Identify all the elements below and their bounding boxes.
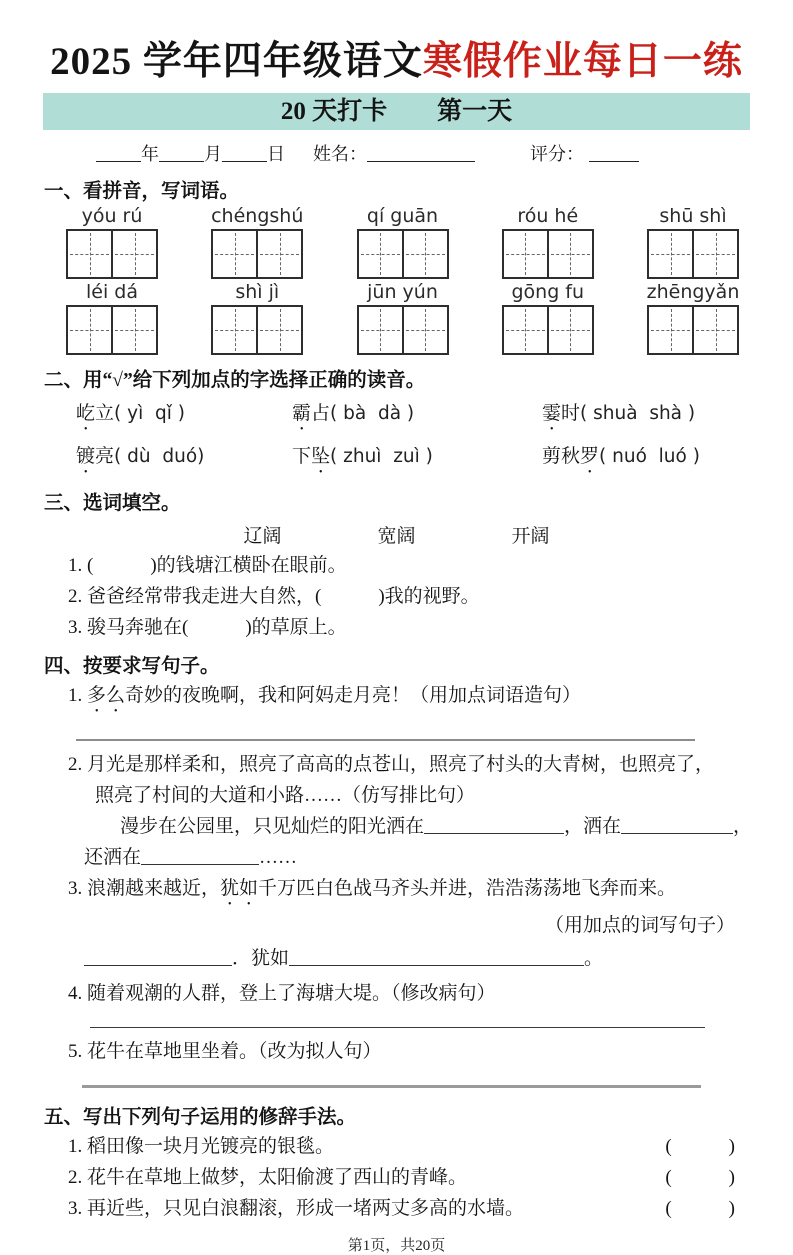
- dotted-words: 犹如: [220, 878, 259, 899]
- writing-box: [492, 305, 604, 355]
- answer-paren: ( ): [665, 1167, 735, 1188]
- sentence-text: 浪潮越来越近，: [87, 878, 221, 899]
- writing-cell: [647, 229, 694, 279]
- pronunciation-row-1: [76, 398, 793, 435]
- writing-box: [347, 229, 459, 279]
- writing-box: [347, 305, 459, 355]
- fill-sentence-line1: [120, 813, 793, 840]
- word-dotted: 屹: [76, 403, 96, 424]
- fill-text: 。: [584, 948, 604, 969]
- sentence-text: 1. 稻田像一块月光镀亮的银毯。: [68, 1136, 335, 1157]
- rhetoric-item: [68, 1133, 735, 1160]
- name-label: 姓名：: [313, 144, 367, 164]
- pinyin-label: qí guān: [366, 205, 439, 227]
- writing-cell: [502, 229, 549, 279]
- month-label: 月: [204, 144, 222, 164]
- year-label: 年: [141, 144, 159, 164]
- answer-paren: ( ): [665, 1136, 735, 1157]
- sentence-item-5: 5. 花牛在草地里坐着。（改为拟人句）: [68, 1041, 382, 1062]
- sentence-text: 奇妙的夜晚啊，我和阿妈走月亮！: [125, 685, 411, 706]
- sentence-item-2-line1: 2. 月光是那样柔和，照亮了高高的点苍山，照亮了村头的大青树，也照亮了，: [68, 754, 715, 775]
- month-blank: [159, 159, 204, 162]
- fill-item: 2. 爸爸经常带我走进大自然，( )我的视野。: [68, 586, 480, 607]
- writing-cell: [66, 305, 113, 355]
- sentence-item-2-line2: 照亮了村间的大道和小路……（仿写排比句）: [95, 785, 476, 806]
- writing-cell: [256, 305, 303, 355]
- pinyin-row-2: [0, 279, 793, 303]
- writing-cell: [111, 305, 158, 355]
- pronunciation-item: [292, 441, 542, 478]
- fill-item: 1. ( )的钱塘江横卧在眼前。: [68, 555, 347, 576]
- fill-text: ……: [259, 847, 298, 868]
- section-divider: [82, 1085, 701, 1088]
- fill-blank: [621, 831, 733, 834]
- word-bank: [0, 521, 793, 548]
- dotted-words: 多么: [87, 685, 126, 706]
- rhetoric-item: [68, 1164, 735, 1191]
- answer-paren: ( ): [665, 1198, 735, 1219]
- word-dotted: 镀: [76, 446, 96, 467]
- name-blank: [367, 159, 475, 162]
- writing-cell: [402, 305, 449, 355]
- pinyin-label: shū shì: [659, 205, 727, 227]
- fill-sentence-line2: [84, 844, 793, 871]
- score-blank: [589, 159, 639, 162]
- fill-item: 3. 骏马奔驰在( )的草原上。: [68, 617, 347, 638]
- score-label: 评分：: [530, 144, 584, 164]
- writing-cell: [547, 229, 594, 279]
- pinyin-label: shì jì: [235, 281, 280, 303]
- word-dotted: 霸: [292, 403, 312, 424]
- fill-blank: [289, 963, 584, 966]
- writing-cell: [692, 305, 739, 355]
- reading-options: ( nuó luó ): [599, 446, 700, 467]
- word-bank-item: 开阔: [511, 526, 550, 547]
- pronunciation-item: [76, 441, 292, 478]
- writing-box: [492, 229, 604, 279]
- writing-box: [637, 229, 749, 279]
- sentence-text: 2. 花牛在草地上做梦，太阳偷渡了西山的青峰。: [68, 1167, 468, 1188]
- writing-cell: [66, 229, 113, 279]
- page-title-red: 寒假作业每日一练: [422, 40, 743, 83]
- instruction-note: （用加点的词写句子）: [544, 915, 735, 936]
- answer-line: [90, 1027, 705, 1028]
- section1-title: 一、看拼音，写词语。: [44, 181, 240, 202]
- writing-box: [56, 229, 168, 279]
- writing-cell: [211, 229, 258, 279]
- writing-cell: [211, 305, 258, 355]
- pinyin-label: gōng fu: [511, 281, 585, 303]
- word-bank-item: 宽阔: [377, 526, 416, 547]
- pinyin-label: róu hé: [517, 205, 579, 227]
- reading-options: ( bà dà ): [330, 403, 415, 424]
- day-banner: 20 天打卡 第一天: [43, 93, 750, 130]
- sentence-text: 3. 再近些，只见白浪翻滚，形成一堵两丈多高的水墙。: [68, 1198, 525, 1219]
- fill-blank: [141, 862, 259, 865]
- year-blank: [96, 159, 141, 162]
- writing-cell: [256, 229, 303, 279]
- worksheet-page: [0, 30, 793, 1254]
- writing-box: [56, 305, 168, 355]
- fill-text: ，: [733, 816, 753, 837]
- sentence-item-1: [68, 682, 793, 717]
- sentence-item-4: 4. 随着观潮的人群，登上了海塘大堤。（修改病句）: [68, 983, 496, 1004]
- word-dotted: 坠: [311, 446, 331, 467]
- writing-box-row-1: [0, 227, 793, 279]
- word-bank-item: 辽阔: [243, 526, 282, 547]
- answer-fill-line: [84, 945, 793, 972]
- date-name-score-line: [96, 140, 793, 166]
- pronunciation-item: [292, 398, 542, 435]
- word-pre: 剪秋: [542, 446, 581, 467]
- fill-text: ．犹如: [232, 948, 290, 969]
- word-post: 立: [95, 403, 115, 424]
- fill-text: ，洒在: [564, 816, 622, 837]
- page-title-black: 2025 学年四年级语文: [50, 40, 423, 83]
- writing-box: [637, 305, 749, 355]
- sentence-item-3: [68, 875, 793, 910]
- instruction-note: （用加点词语造句）: [410, 685, 582, 706]
- writing-box-row-2: [0, 303, 793, 355]
- item-number: 3.: [68, 878, 87, 899]
- word-dotted: 罗: [580, 446, 600, 467]
- page-title: [0, 30, 793, 86]
- fill-text: 还洒在: [84, 847, 142, 868]
- word-post: 时: [561, 403, 581, 424]
- writing-cell: [547, 305, 594, 355]
- page-number: 第1页，共20页: [347, 1238, 446, 1254]
- writing-box: [201, 229, 313, 279]
- pinyin-label: chéngshú: [211, 205, 304, 227]
- fill-blank: [424, 831, 564, 834]
- fill-text: 漫步在公园里，只见灿烂的阳光洒在: [120, 816, 425, 837]
- section2-title: 二、用“√”给下列加点的字选择正确的读音。: [44, 370, 426, 391]
- day-label: 日: [267, 144, 285, 164]
- writing-cell: [647, 305, 694, 355]
- reading-options: ( dù duó): [114, 446, 205, 467]
- section5-title: 五、写出下列句子运用的修辞手法。: [44, 1107, 357, 1128]
- writing-box: [201, 305, 313, 355]
- pronunciation-item: [542, 441, 758, 478]
- pinyin-label: yóu rú: [81, 205, 143, 227]
- pinyin-label: léi dá: [86, 281, 138, 303]
- word-pre: 下: [292, 446, 312, 467]
- reading-options: ( yì qǐ ): [114, 403, 185, 424]
- fill-blank: [84, 963, 232, 966]
- pronunciation-item: [76, 398, 292, 435]
- reading-options: ( zhuì zuì ): [330, 446, 433, 467]
- reading-options: ( shuà shà ): [580, 403, 696, 424]
- pinyin-label: jūn yún: [367, 281, 438, 303]
- section3-title: 三、选词填空。: [44, 493, 181, 514]
- answer-line: [76, 739, 695, 741]
- item-number: 1.: [68, 685, 87, 706]
- writing-cell: [357, 305, 404, 355]
- writing-cell: [402, 229, 449, 279]
- section4-title: 四、按要求写句子。: [44, 656, 220, 677]
- writing-cell: [502, 305, 549, 355]
- pinyin-row-1: [0, 203, 793, 227]
- writing-cell: [692, 229, 739, 279]
- writing-cell: [111, 229, 158, 279]
- word-dotted: 霎: [542, 403, 562, 424]
- word-post: 亮: [95, 446, 115, 467]
- sentence-text: 千万匹白色战马齐头并进，浩浩荡荡地飞奔而来。: [258, 878, 677, 899]
- day-blank: [222, 159, 267, 162]
- rhetoric-item: [68, 1195, 735, 1222]
- pronunciation-row-2: [76, 441, 793, 478]
- pinyin-label: zhēngyǎn: [646, 281, 740, 303]
- word-post: 占: [311, 403, 331, 424]
- writing-cell: [357, 229, 404, 279]
- pronunciation-item: [542, 398, 758, 435]
